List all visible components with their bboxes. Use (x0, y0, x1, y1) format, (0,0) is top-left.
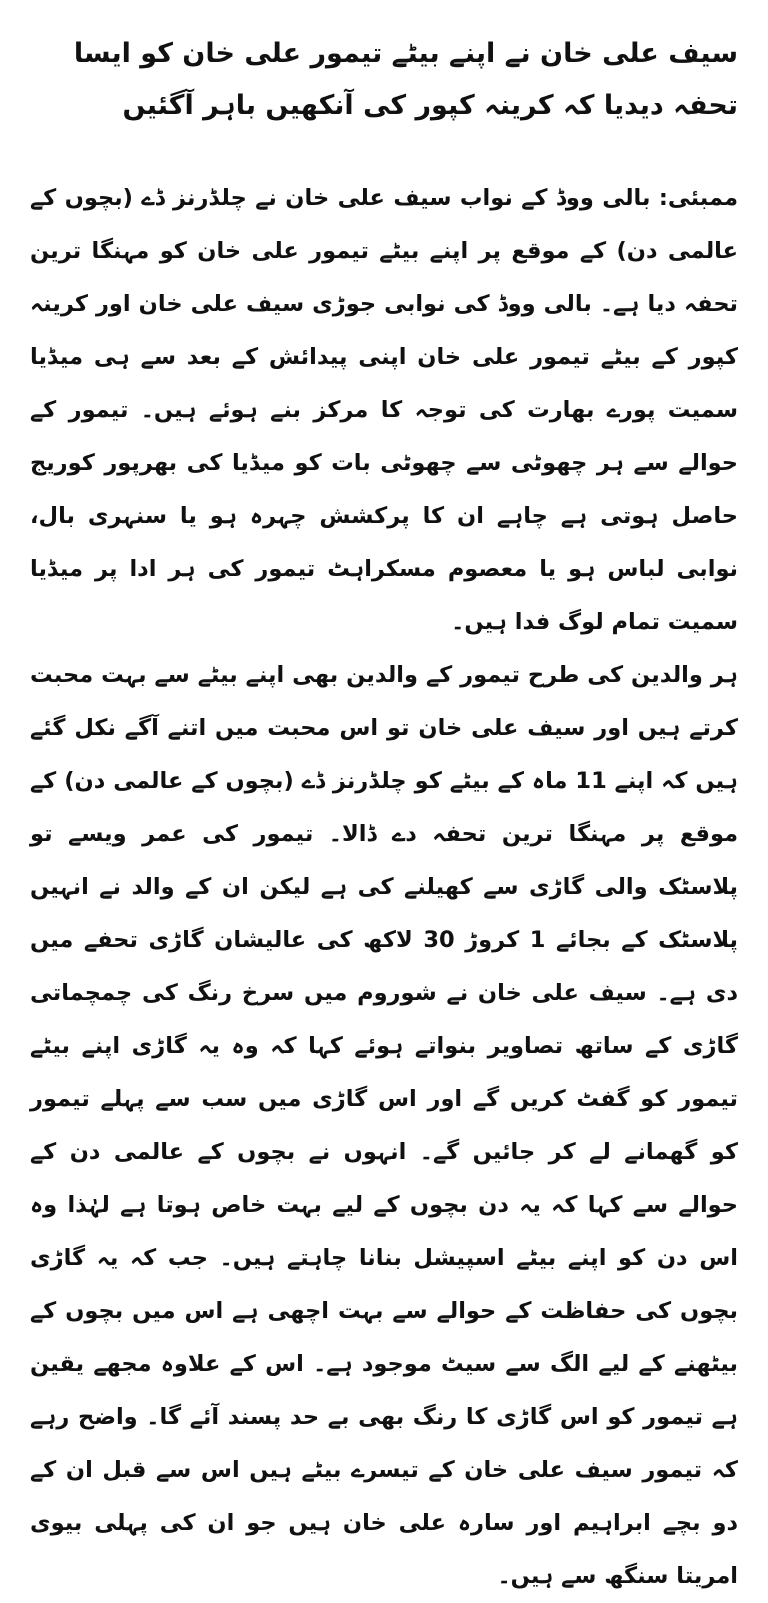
article-headline: سیف علی خان نے اپنے بیٹے تیمور علی خان کو ایسا تحفہ دیدیا کہ کرینہ کپور کی آنکھیں باہر آگئیں (73, 38, 738, 121)
article-paragraph-2: ہر والدین کی طرح تیمور کے والدین بھی اپنے بیٹے سے بہت محبت کرتے ہیں اور سیف علی خان تو اس محبت میں اتنے آگے نکل گئے ہیں کہ اپنے 11 ماہ کے بیٹے کو چلڈرنز ڈے (بچوں کے عالمی دن) کے موقع پر مہنگا ترین تحفہ دے ڈالا۔ تیمور کی عمر ویسے تو پلاسٹک والی گاڑی سے کھیلنے کی ہے لیکن ان کے والد نے انہیں پلاسٹک کے بجائے 1 کروڑ 30 لاکھ کی عالیشان گاڑی تحفے میں دی ہے۔ سیف علی خان نے شوروم میں سرخ رنگ کی چمچماتی گاڑی کے ساتھ تصاویر بنواتے ہوئے کہا کہ وہ یہ گاڑی اپنے بیٹے تیمور کو گفٹ کریں گے اور اس گاڑی میں سب سے پہلے تیمور کو گھمانے لے کر جائیں گے۔ انہوں نے بچوں کے عالمی دن کے حوالے سے کہا کہ یہ دن بچوں کے لیے بہت خاص ہوتا ہے لہٰذا وہ اس دن کو اپنے بیٹے اسپیشل بنانا چاہتے ہیں۔ جب کہ یہ گاڑی بچوں کی حفاظت کے حوالے سے بہت اچھی ہے اس میں بچوں کے بیٹھنے کے لیے الگ سے سیٹ موجود ہے۔ اس کے علاوہ مجھے یقین ہے تیمور کو اس گاڑی کا رنگ بھی بے حد پسند آئے گا۔ واضح رہے کہ تیمور سیف علی خان کے تیسرے بیٹے ہیں اس سے قبل ان کے دو بچے ابراہیم اور سارہ علی خان ہیں جو ان کی پہلی بیوی امریتا سنگھ سے ہیں۔ (30, 662, 738, 1589)
article-body (30, 172, 738, 1603)
article-paragraph-1: ممبئی: بالی ووڈ کے نواب سیف علی خان نے چلڈرنز ڈے (بچوں کے عالمی دن) کے موقع پر اپنے بیٹے تیمور علی خان کو مہنگا ترین تحفہ دیا ہے۔ بالی ووڈ کی نوابی جوڑی سیف علی خان اور کرینہ کپور کے بیٹے تیمور علی خان اپنی پیدائش کے بعد سے ہی میڈیا سمیت پورے بھارت کی توجہ کا مرکز بنے ہوئے ہیں۔ تیمور کے حوالے سے ہر چھوٹی سے چھوٹی بات کو میڈیا کی بھرپور کوریج حاصل ہوتی ہے چاہے ان کا پرکشش چہرہ ہو یا سنہری بال، نوابی لباس ہو یا معصوم مسکراہٹ تیمور کی ہر ادا پر میڈیا سمیت تمام لوگ فدا ہیں۔ (30, 185, 738, 635)
